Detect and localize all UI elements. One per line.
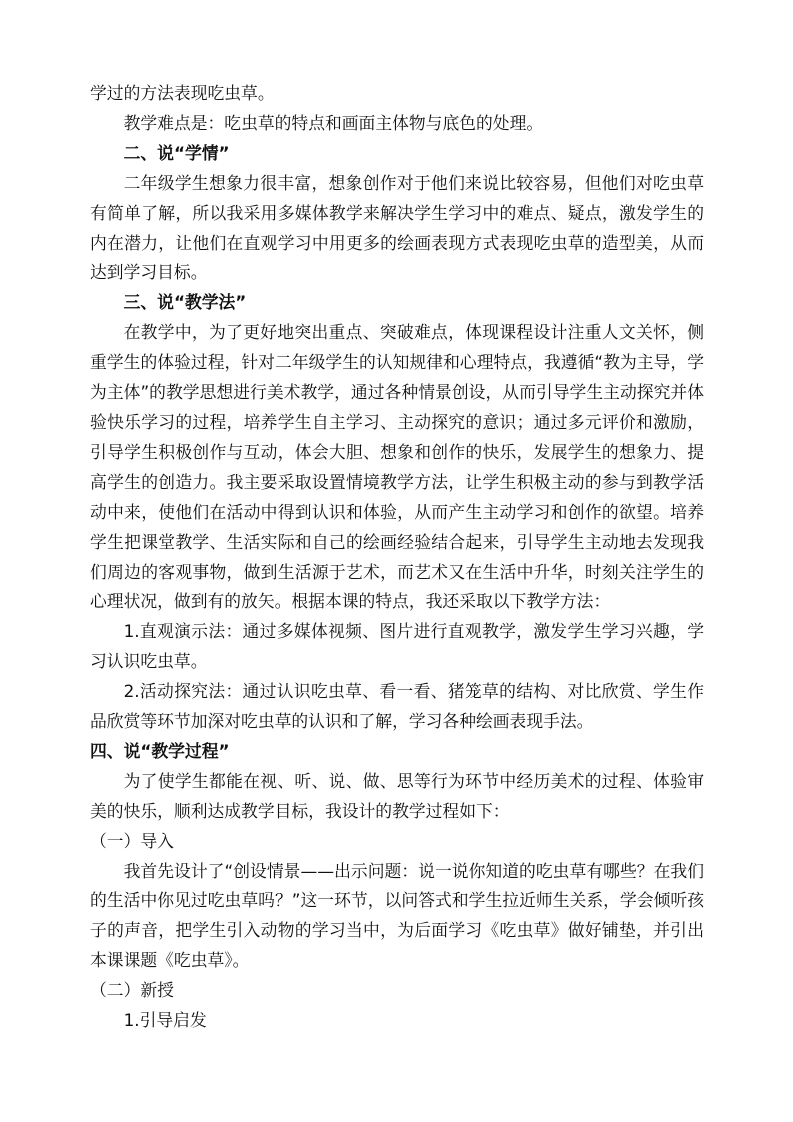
body-paragraph: 我首先设计了“创设情景——出示问题：说一说你知道的吃虫草有哪些？在我们的生活中你见过吃虫草吗？”这一环节，以问答式和学生拉近师生关系，学会倾听孩子的声音，把学生引入动物的学习当中，为后面学习《吃虫草》做好铺垫，并引出本课课题《吃虫草》。 [90,860,704,971]
section-heading: 三、说“教学法” [123,292,247,313]
section-heading: 四、说“教学过程” [90,740,230,761]
document-body [90,79,704,1036]
subsection-heading: （一）导入 [90,830,174,851]
body-paragraph: 在教学中，为了更好地突出重点、突破难点，体现课程设计注重人文关怀，侧重学生的体验过程，针对二年级学生的认知规律和心理特点，我遵循“教为主导，学为主体”的教学思想进行美术教学，通过各种情景创设，从而引导学生主动探究并体验快乐学习的过程，培养学生自主学习、主动探究的意识；通过多元评价和激励，引导学生积极创作与互动，体会大胆、想象和创作的快乐，发展学生的想象力、提高学生的创造力。我主要采取设置情境教学方法，让学生积极主动的参与到教学活动中来，使他们在活动中得到认识和体验，从而产生主动学习和创作的欲望。培养学生把课堂教学、生活实际和自己的绘画经验结合起来，引导学生主动地去发现我们周边的客观事物，做到生活源于艺术，而艺术又在生活中升华，时刻关注学生的心理状况，做到有的放矢。根据本课的特点，我还采取以下教学方法： [90,322,704,612]
body-paragraph: 二年级学生想象力很丰富，想象创作对于他们来说比较容易，但他们对吃虫草有简单了解，所以我采用多媒体教学来解决学生学习中的难点、疑点，激发学生的内在潜力，让他们在直观学习中用更多的绘画表现方式表现吃虫草的造型美，从而达到学习目标。 [90,172,704,283]
list-item: 1.引导启发 [123,1010,207,1031]
list-item: 2.活动探究法：通过认识吃虫草、看一看、猪笼草的结构、对比欣赏、学生作品欣赏等环节加深对吃虫草的认识和了解，学习各种绘画表现手法。 [90,681,704,732]
body-paragraph: 教学难点是：吃虫草的特点和画面主体物与底色的处理。 [123,112,544,133]
list-item: 1.直观演示法：通过多媒体视频、图片进行直观教学，激发学生学习兴趣，学习认识吃虫草。 [90,621,704,672]
body-paragraph: 为了使学生都能在视、听、说、做、思等行为环节中经历美术的过程、体验审美的快乐，顺利达成教学目标，我设计的教学过程如下： [90,770,704,821]
section-heading: 二、说“学情” [123,142,230,163]
subsection-heading: （二）新授 [90,980,174,1001]
body-paragraph: 学过的方法表现吃虫草。 [90,83,275,103]
